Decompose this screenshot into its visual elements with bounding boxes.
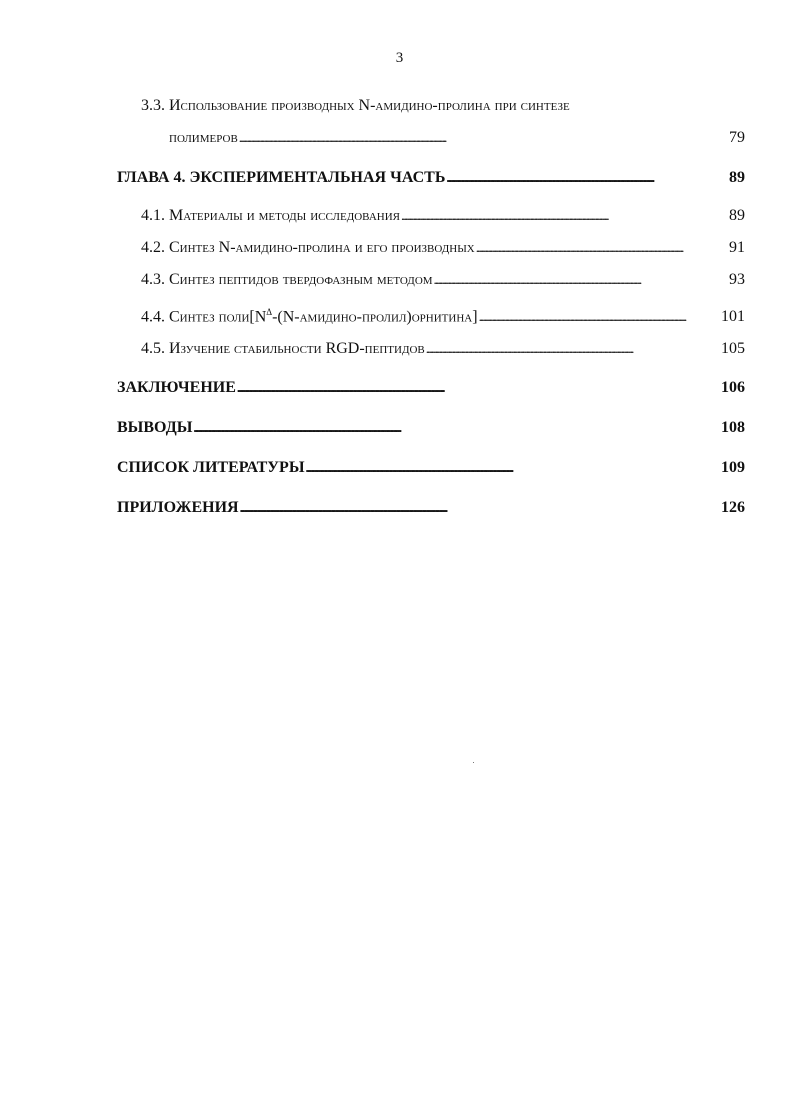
leader-dots: [193, 418, 720, 438]
toc-entry-title: Синтез N-амидино-пролина и его производных: [169, 239, 475, 256]
toc-entry-4-5[interactable]: [117, 339, 745, 359]
toc-entry-page: 79: [729, 129, 745, 146]
toc-entry-page: 91: [729, 239, 745, 256]
toc-entry-4-3[interactable]: [117, 270, 745, 290]
toc-entry-title-line1: Использование производных N-амидино-пролина при синтезе: [169, 97, 570, 114]
toc-entry-4-4[interactable]: [117, 302, 745, 327]
toc-entry-title: СПИСОК ЛИТЕРАТУРЫ: [117, 459, 305, 477]
leader-dots: [479, 307, 720, 327]
toc-entry-chapter-4[interactable]: [117, 168, 745, 188]
leader-dots: [240, 498, 720, 518]
toc-entry-conclusion[interactable]: [117, 378, 745, 398]
scan-speck: [473, 762, 474, 763]
leader-dots: [446, 168, 728, 188]
leader-dots: [237, 378, 720, 398]
leader-dots: [239, 128, 728, 148]
toc-entry-page: 93: [729, 271, 745, 288]
toc-entry-page: 101: [721, 308, 745, 326]
toc-entry-title: ГЛАВА 4. ЭКСПЕРИМЕНТАЛЬНАЯ ЧАСТЬ: [117, 169, 446, 186]
toc-entry-title: Материалы и методы исследования: [169, 207, 400, 224]
toc-entry-references[interactable]: [117, 458, 745, 478]
toc-entry-page: 89: [729, 207, 745, 224]
leader-dots: [434, 270, 728, 290]
leader-dots: [426, 339, 720, 359]
toc-entry-title: ВЫВОДЫ: [117, 419, 193, 437]
toc-entry-number: 4.4.: [141, 308, 165, 326]
toc-entry-page: 89: [729, 169, 745, 186]
toc-entry-findings[interactable]: [117, 418, 745, 438]
toc-entry-page: 126: [721, 499, 745, 517]
toc-entry-number: 4.2.: [141, 239, 165, 256]
toc-entry-number: 4.3.: [141, 271, 165, 288]
toc-entry-number: 4.1.: [141, 207, 165, 224]
leader-dots: [401, 206, 728, 226]
leader-dots: [306, 458, 720, 478]
toc-entry-title-part2: -(N-амидино-пролил)орнитина]: [272, 308, 478, 326]
toc-entry-page: 108: [721, 419, 745, 437]
toc-entry-title: Изучение стабильности RGD-пептидов: [169, 340, 425, 358]
toc-entry-page: 109: [721, 459, 745, 477]
page-number: 3: [395, 50, 404, 66]
toc-entry-title-line2: полимеров: [169, 129, 238, 146]
toc-entry-number: 3.3.: [141, 97, 165, 114]
toc-entry-3-3[interactable]: [117, 96, 745, 148]
toc-entry-appendices[interactable]: [117, 498, 745, 518]
delta-superscript: Δ: [266, 307, 273, 317]
toc-entry-4-2[interactable]: [117, 238, 745, 258]
toc-entry-title-part1: Синтез поли[N: [169, 308, 267, 326]
table-of-contents: [117, 92, 745, 518]
toc-entry-title: ПРИЛОЖЕНИЯ: [117, 499, 239, 517]
toc-entry-title: Синтез пептидов твердофазным методом: [169, 271, 433, 288]
toc-entry-title: ЗАКЛЮЧЕНИЕ: [117, 379, 236, 397]
leader-dots: [476, 238, 728, 258]
toc-entry-page: 105: [721, 340, 745, 358]
toc-entry-4-1[interactable]: [117, 206, 745, 226]
toc-entry-page: 106: [721, 379, 745, 397]
toc-entry-number: 4.5.: [141, 340, 165, 358]
